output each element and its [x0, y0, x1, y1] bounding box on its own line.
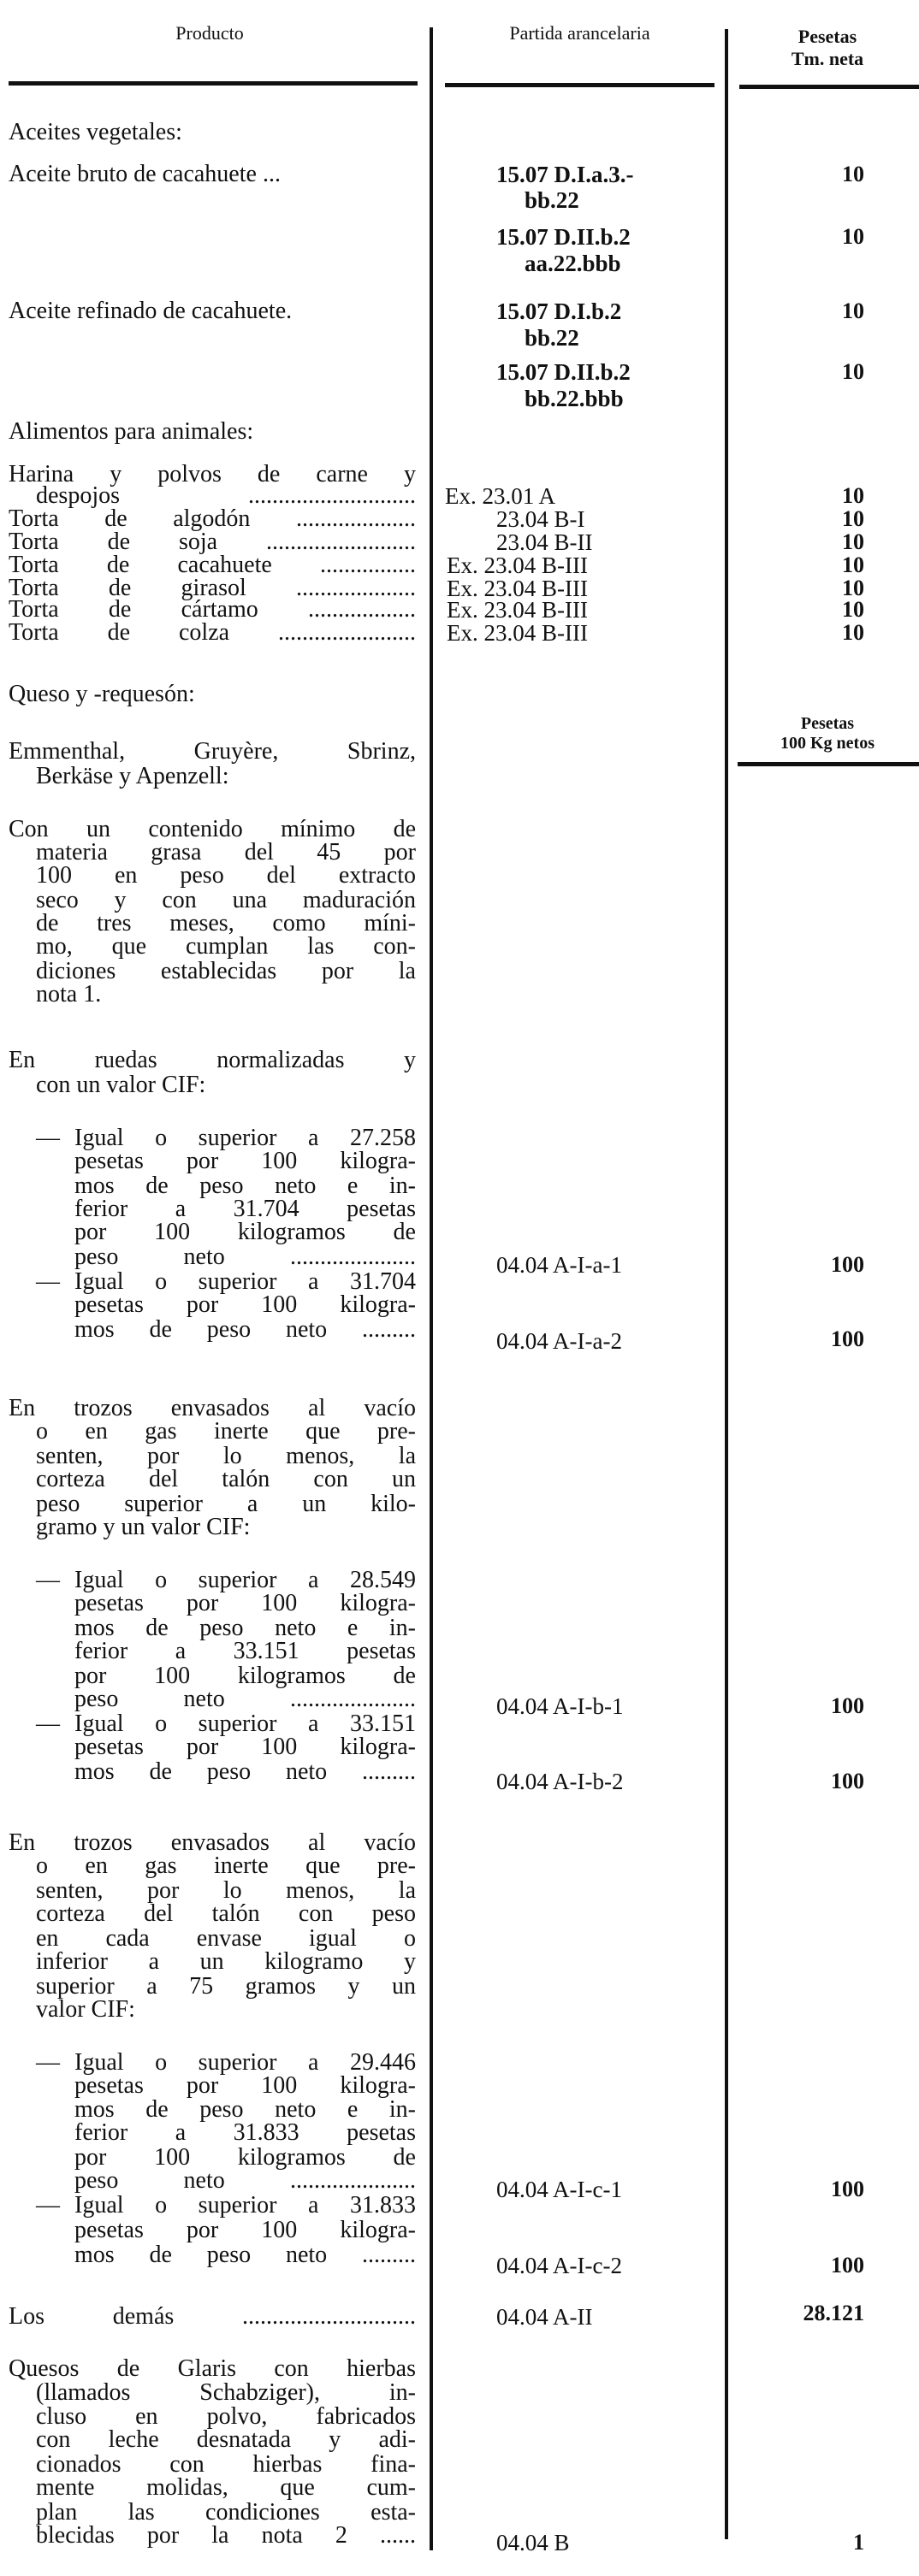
tariff-code: Ex. 23.04 B-III — [447, 597, 588, 623]
tariff-code: 23.04 B-II — [496, 529, 593, 555]
product-text-line: Torta de cártamo .................. — [9, 597, 416, 623]
product-text-line: mo, que cumplan las con- — [36, 934, 416, 960]
product-text-line: Igual o superior a 33.151 — [74, 1711, 416, 1737]
product-text-line: Igual o superior a 31.833 — [74, 2193, 416, 2219]
pesetas-value: 28.121 — [803, 2301, 864, 2325]
tariff-code: 04.04 A-I-b-1 — [496, 1693, 624, 1719]
dash-bullet: — — [36, 2049, 60, 2076]
dash-bullet: — — [36, 1268, 60, 1295]
product-text-line: peso neto ..................... — [74, 1687, 416, 1712]
product-text-line: Con un contenido mínimo de — [9, 817, 416, 842]
product-text-line: Igual o superior a 28.549 — [74, 1568, 416, 1593]
product-text-line: peso neto ..................... — [74, 2168, 416, 2194]
dash-bullet: — — [36, 2192, 60, 2219]
product-text-line: Torta de algodón .................... — [9, 506, 416, 532]
product-text-line: En trozos envasados al vacío — [9, 1830, 416, 1856]
product-text-line: despojos ............................ — [36, 483, 416, 509]
product-text-line: (llamados Schabziger), in- — [36, 2380, 416, 2406]
product-text-line: plan las condiciones esta- — [36, 2500, 416, 2526]
product-text-line: senten, por lo menos, la — [36, 1878, 416, 1904]
tariff-code: 04.04 A-I-b-2 — [496, 1769, 624, 1794]
pesetas-value: 10 — [842, 506, 864, 531]
section-heading: Aceites vegetales: — [9, 120, 182, 145]
product-text-line: Torta de girasol .................... — [9, 576, 416, 601]
product-text-line: inferior a un kilogramo y — [36, 1949, 416, 1975]
dash-bullet: — — [36, 1567, 60, 1593]
product-text-line: ferior a 33.151 pesetas — [74, 1639, 416, 1664]
pesetas-value: 100 — [831, 2177, 864, 2201]
tariff-code: Ex. 23.01 A — [445, 483, 556, 509]
tariff-code: 04.04 B — [496, 2530, 570, 2555]
tariff-code: 04.04 A-I-c-2 — [496, 2253, 622, 2278]
tariff-code: 15.07 D.II.b.2 — [496, 224, 631, 250]
product-text-line: mos de peso neto ......... — [74, 1759, 416, 1785]
pesetas-value: 10 — [842, 529, 864, 554]
product-text-line: mos de peso neto e in- — [74, 1616, 416, 1641]
product-text-line: mos de peso neto e in- — [74, 2097, 416, 2123]
product-text-line: seco y con una maduración — [36, 888, 416, 913]
product-text-line: mos de peso neto e in- — [74, 1173, 416, 1199]
product-text-line: Harina y polvos de carne y — [9, 462, 416, 487]
pesetas-value: 10 — [842, 224, 864, 249]
pesetas-value: 10 — [842, 620, 864, 645]
pesetas-value: 1 — [853, 2530, 864, 2555]
tariff-code: bb.22 — [525, 187, 579, 213]
pesetas-value: 100 — [831, 1769, 864, 1793]
pesetas-value: 100 — [831, 1693, 864, 1718]
product-text-line: de tres meses, como míni- — [36, 911, 416, 936]
tariff-code: 04.04 A-I-c-1 — [496, 2177, 622, 2202]
product-text-line: Aceite refinado de cacahuete. — [9, 298, 293, 324]
product-text-line: Los demás ............................. — [9, 2304, 416, 2330]
product-text-line: diciones establecidas por la — [36, 959, 416, 984]
pesetas-value: 10 — [842, 359, 864, 384]
product-text-line: superior a 75 gramos y un — [36, 1974, 416, 2000]
product-text-line: corteza del talón con un — [36, 1467, 416, 1492]
header-rule-pesetas — [739, 85, 919, 89]
tariff-code: 04.04 A-I-a-2 — [496, 1328, 622, 1354]
product-text-line: corteza del talón con peso — [36, 1901, 416, 1927]
product-text-line: o en gas inerte que pre- — [36, 1853, 416, 1879]
product-text-line: con un valor CIF: — [36, 1072, 206, 1098]
pesetas-value: 100 — [831, 1326, 864, 1351]
product-text-line: gramo y un valor CIF: — [36, 1515, 251, 1540]
product-text-line: 100 en peso del extracto — [36, 863, 416, 889]
product-text-line: Berkäse y Apenzell: — [36, 764, 229, 789]
product-text-line: pesetas por 100 kilogra- — [74, 2218, 416, 2243]
product-text-line: con leche desnatada y adi- — [36, 2427, 416, 2453]
product-text-line: senten, por lo menos, la — [36, 1444, 416, 1469]
product-text-line: pesetas por 100 kilogra- — [74, 1591, 416, 1616]
pesetas-value: 100 — [831, 2253, 864, 2278]
column-header-product: Producto — [175, 22, 244, 44]
tariff-code: Ex. 23.04 B-III — [447, 576, 588, 601]
pesetas-value: 10 — [842, 162, 864, 186]
product-text-line: En ruedas normalizadas y — [9, 1048, 416, 1073]
product-text-line: Igual o superior a 31.704 — [74, 1269, 416, 1295]
tariff-code: bb.22 — [525, 325, 579, 351]
dash-bullet: — — [36, 1710, 60, 1737]
product-text-line: pesetas por 100 kilogra- — [74, 1149, 416, 1174]
column-divider-2 — [725, 29, 728, 2539]
product-text-line: valor CIF: — [36, 1997, 135, 2023]
subheader-pesetas: Pesetas — [800, 714, 855, 733]
pesetas-value: 10 — [842, 483, 864, 508]
tariff-code: Ex. 23.04 B-III — [447, 620, 588, 646]
product-text-line: o en gas inerte que pre- — [36, 1419, 416, 1445]
column-header-pesetas: Pesetas — [797, 26, 857, 47]
product-text-line: nota 1. — [36, 982, 102, 1007]
product-text-line: Torta de cacahuete ................ — [9, 552, 416, 578]
product-text-line: Torta de soja ......................... — [9, 529, 416, 555]
tariff-code: 04.04 A-I-a-1 — [496, 1252, 622, 1278]
tariff-code: 04.04 A-II — [496, 2304, 593, 2330]
subheader-unit: 100 Kg netos — [780, 734, 875, 753]
column-header-partida: Partida arancelaria — [509, 22, 650, 44]
product-text-line: ferior a 31.704 pesetas — [74, 1196, 416, 1222]
tariff-code: 15.07 D.I.b.2 — [496, 298, 622, 324]
header-rule-partida — [445, 83, 714, 87]
product-text-line: materia grasa del 45 por — [36, 840, 416, 866]
tariff-code: 23.04 B-I — [496, 506, 585, 532]
tariff-code: 15.07 D.I.a.3.- — [496, 162, 634, 187]
tariff-code: 15.07 D.II.b.2 — [496, 359, 631, 385]
dash-bullet: — — [36, 1125, 60, 1151]
tariff-code: Ex. 23.04 B-III — [447, 552, 588, 578]
product-text-line: en cada envase igual o — [36, 1926, 416, 1952]
product-text-line: En trozos envasados al vacío — [9, 1396, 416, 1421]
product-text-line: Aceite bruto de cacahuete ... — [9, 162, 281, 187]
product-text-line: cionados con hierbas fina- — [36, 2452, 416, 2478]
product-text-line: mos de peso neto ......... — [74, 1317, 416, 1343]
tariff-code: aa.22.bbb — [525, 251, 621, 276]
product-text-line: pesetas por 100 kilogra- — [74, 1292, 416, 1318]
pesetas-value: 10 — [842, 552, 864, 577]
product-text-line: mente molidas, que cum- — [36, 2475, 416, 2501]
tariff-code: bb.22.bbb — [525, 386, 624, 411]
product-text-line: peso neto ..................... — [74, 1244, 416, 1270]
product-text-line: Torta de colza ....................... — [9, 620, 416, 646]
product-text-line: por 100 kilogramos de — [74, 1663, 416, 1689]
product-text-line: blecidas por la nota 2 ...... — [36, 2523, 416, 2549]
product-text-line: pesetas por 100 kilogra- — [74, 2073, 416, 2099]
pesetas-value: 100 — [831, 1252, 864, 1277]
subheader-rule — [738, 762, 919, 766]
header-rule-product — [9, 81, 418, 86]
product-text-line: cluso en polvo, fabricados — [36, 2404, 416, 2430]
pesetas-value: 10 — [842, 597, 864, 622]
column-header-unit: Tm. neta — [791, 48, 864, 69]
product-text-line: mos de peso neto ......... — [74, 2242, 416, 2268]
product-text-line: Emmenthal, Gruyère, Sbrinz, — [9, 739, 416, 765]
product-text-line: ferior a 31.833 pesetas — [74, 2120, 416, 2146]
column-divider-1 — [430, 27, 433, 2550]
product-text-line: por 100 kilogramos de — [74, 2145, 416, 2171]
pesetas-value: 10 — [842, 576, 864, 600]
pesetas-value: 10 — [842, 298, 864, 323]
product-text-line: por 100 kilogramos de — [74, 1220, 416, 1245]
product-text-line: peso superior a un kilo- — [36, 1492, 416, 1517]
product-text-line: Igual o superior a 27.258 — [74, 1126, 416, 1151]
product-text-line: Quesos de Glaris con hierbas — [9, 2356, 416, 2382]
section-heading: Queso y -requesón: — [9, 682, 195, 707]
product-text-line: pesetas por 100 kilogra- — [74, 1734, 416, 1760]
product-text-line: Igual o superior a 29.446 — [74, 2050, 416, 2076]
section-heading: Alimentos para animales: — [9, 419, 254, 445]
